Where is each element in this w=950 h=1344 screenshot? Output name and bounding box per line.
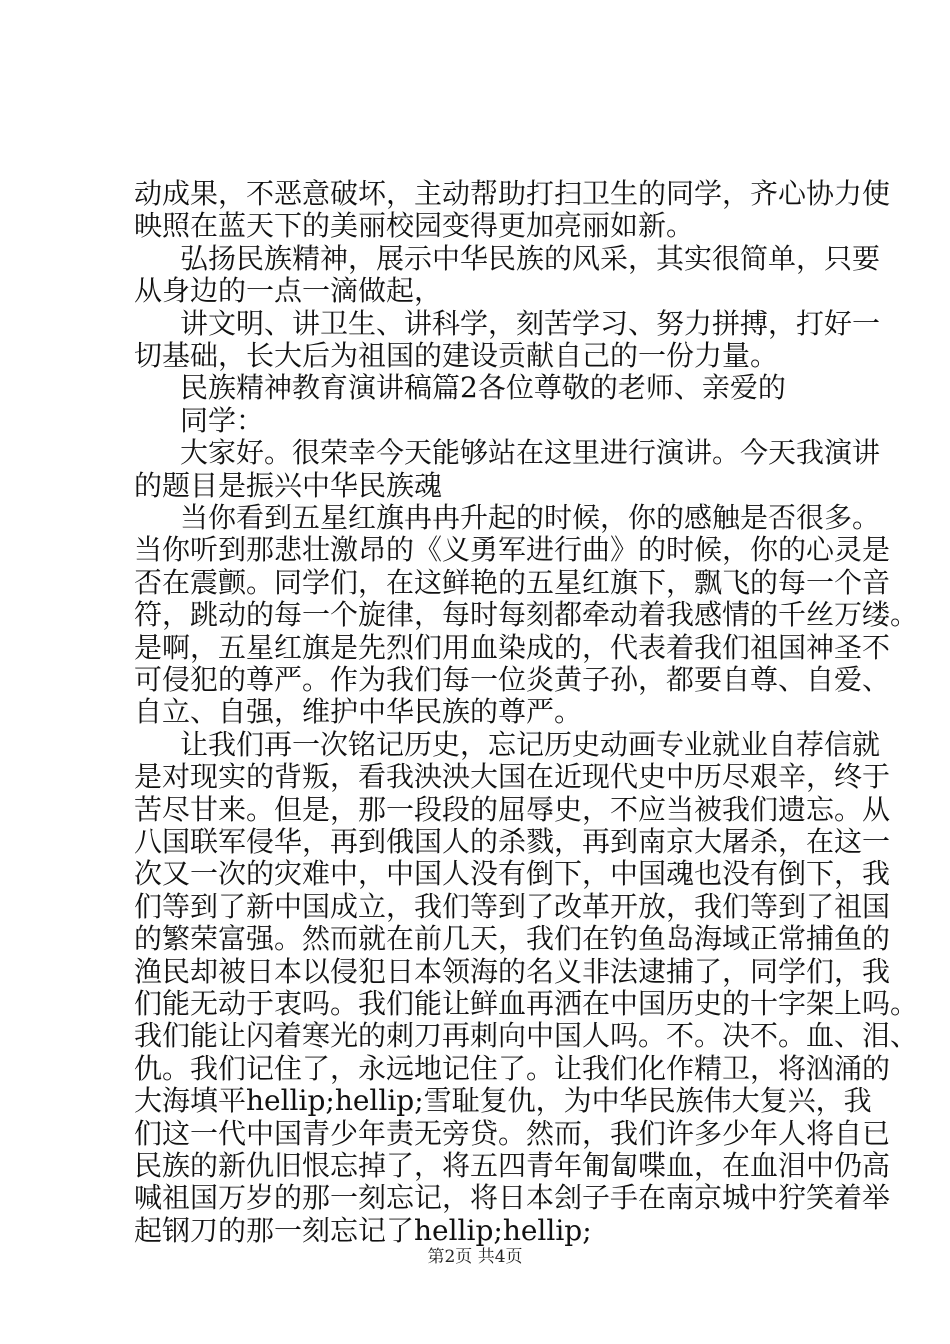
- text-line: 八国联军侵华，再到俄国人的杀戮，再到南京大屠杀，在这一: [134, 825, 891, 858]
- text-line: 动成果，不恶意破坏，主动帮助打扫卫生的同学，齐心协力使: [134, 177, 891, 210]
- text-line: 同学：: [180, 403, 265, 437]
- text-line: 起钢刀的那一刻忘记了hellip;hellip;: [134, 1213, 592, 1247]
- text-line: 讲文明、讲卫生、讲科学，刻苦学习、努力拼搏，打好一: [180, 306, 881, 340]
- text-line: 仇。我们记住了，永远地记住了。让我们化作精卫，将汹涌的: [134, 1051, 891, 1085]
- text-line: 是啊，五星红旗是先烈们用血染成的，代表着我们祖国神圣不: [134, 630, 891, 664]
- text-line: 的题目是振兴中华民族魂: [134, 468, 443, 502]
- text-line: 符，跳动的每一个旋律，每时每刻都牵动着我感情的千丝万缕。: [134, 598, 919, 632]
- text-line: 大家好。很荣幸今天能够站在这里进行演讲。今天我演讲: [180, 436, 881, 470]
- text-line: 们能无动于衷吗。我们能让鲜血再洒在中国历史的十字架上吗。: [134, 987, 919, 1020]
- text-line: 切基础，长大后为祖国的建设贡献自己的一份力量。: [134, 339, 779, 372]
- text-line: 是对现实的背叛，看我泱泱大国在近现代史中历尽艰辛，终于: [134, 760, 891, 794]
- text-line: 可侵犯的尊严。作为我们每一位炎黄子孙，都要自尊、自爱、: [134, 663, 891, 696]
- text-line: 苦尽甘来。但是，那一段段的屈辱史，不应当被我们遗忘。从: [134, 792, 891, 826]
- text-line: 我们能让闪着寒光的刺刀再刺向中国人吗。不。决不。血、泪、: [134, 1019, 919, 1053]
- text-line: 大海填平hellip;hellip;雪耻复仇，为中华民族伟大复兴，我: [134, 1084, 872, 1118]
- text-line: 否在震颤。同学们，在这鲜艳的五星红旗下，飘飞的每一个音: [134, 565, 891, 599]
- text-line: 们这一代中国青少年责无旁贷。然而，我们许多少年人将自已: [134, 1116, 891, 1150]
- text-line: 民族的新仇旧恨忘掉了，将五四青年匍匐喋血，在血泪中仍高: [134, 1149, 891, 1182]
- page-footer: 第2页 共4页: [427, 1247, 523, 1267]
- text-line: 自立、自强，维护中华民族的尊严。: [134, 695, 583, 729]
- text-line: 喊祖国万岁的那一刻忘记，将日本刽子手在南京城中狞笑着举: [134, 1181, 891, 1215]
- text-line: 当你看到五星红旗冉冉升起的时候，你的感触是否很多。: [180, 501, 881, 534]
- text-line: 当你听到那悲壮激昂的《义勇军进行曲》的时候，你的心灵是: [134, 533, 891, 567]
- text-line: 映照在蓝天下的美丽校园变得更加亮丽如新。: [134, 209, 695, 243]
- text-line: 次又一次的灾难中，中国人没有倒下，中国魂也没有倒下，我: [134, 857, 891, 891]
- text-line: 的繁荣富强。然而就在前几天，我们在钓鱼岛海域正常捕鱼的: [134, 922, 891, 956]
- text-line: 民族精神教育演讲稿篇2各位尊敬的老师、亲爱的: [180, 371, 786, 405]
- text-line: 渔民却被日本以侵犯日本领海的名义非法逮捕了，同学们，我: [134, 954, 891, 988]
- text-line: 弘扬民族精神，展示中华民族的风采，其实很简单，只要: [180, 241, 881, 275]
- text-line: 让我们再一次铭记历史，忘记历史动画专业就业自荐信就: [180, 727, 881, 761]
- text-line: 们等到了新中国成立，我们等到了改革开放，我们等到了祖国: [134, 889, 891, 923]
- text-line: 从身边的一点一滴做起，: [134, 274, 443, 308]
